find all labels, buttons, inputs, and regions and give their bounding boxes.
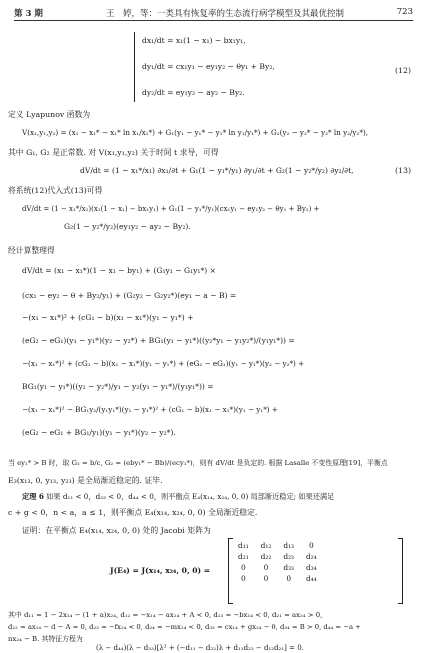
matrix-cell: d₃₄	[306, 563, 317, 572]
where-line-2: d₂₂ = ax₁₄ − d − A = 0, d₂₃ = −fx₂₄ < 0, d₂₄ = −mx₂₄ < 0, d₃₃ = cx₁₄ + gx₂₄ − θ, d₃₄ = B > 0, d₄₄ = −a +	[8, 623, 361, 631]
where-line-3: nx₂₄ − B. 其特征方程为	[8, 635, 83, 643]
calc-line-8: (eG₂ − eG₁ + BG₁/y₁)(y₁ − y₁*)(y₂ − y₂*).	[22, 428, 176, 437]
matrix-cell: d₄₄	[306, 574, 317, 583]
theorem-6-line-2: c + g < 0，n < a，a ≤ 1，则平衡点 E₄(x₁₄, x₂₄, 0, 0) 全局渐近稳定.	[8, 508, 258, 517]
lyapunov-intro: 定义 Lyapunov 函数为	[8, 110, 91, 119]
calc-line-4: (eG₂ − eG₁)(y₁ − y₁*)(y₂ − y₂*) + BG₁(y₁ − y₁*)((y₂*y₁ − y₁y₂*)/(y₁y₁*)) =	[22, 336, 295, 345]
theorem-6-line-1: 如果 d₁₁ < 0，d₃₃ < 0，d₄₄ < 0，则平衡点 E₄(x₁₄, x₂₄, 0, 0) 局部渐近稳定; 如果还满足	[46, 492, 335, 501]
theorem-6-label: 定理 6	[22, 492, 44, 501]
matrix-cell: 0	[309, 541, 314, 550]
page-number: 723	[396, 7, 413, 17]
matrix-row	[232, 540, 323, 551]
matrix-row	[232, 562, 323, 573]
calculation-intro: 经计算整理得	[8, 246, 55, 255]
matrix-row	[232, 573, 323, 584]
substitution-line-2: G₂(1 − y₂*/y₂)(ey₁y₂ − ay₂ − By₂).	[64, 222, 191, 231]
system-eq-3: dy₂/dt = ey₁y₂ − ay₂ − By₂.	[142, 88, 245, 97]
matrix-cell: d₃₃	[283, 563, 295, 572]
theorem-6	[22, 492, 334, 502]
equation-number-12: (12)	[394, 66, 411, 75]
matrix-cell: d₂₁	[238, 552, 249, 561]
matrix-row	[232, 551, 323, 562]
matrix-cell: d₂₄	[306, 552, 317, 561]
lyapunov-definition: V(x₁,y₁,y₂) = (x₁ − x₁* − x₁* ln x₁/x₁*) + G₁(y₁ − y₁* − y₁* ln y₁/y₁*) + G₂(y₂ − y₂* − y₂* ln y₂/y₂*),	[22, 128, 369, 137]
matrix-cell: 0	[263, 574, 269, 583]
conclusion-line-2: E₃(x₁₃, 0, y₁₃, y₂₃) 是全局渐近稳定的. 证毕.	[8, 476, 163, 485]
matrix-cell: d₁₂	[260, 541, 272, 550]
running-header	[14, 6, 413, 21]
calc-line-5: −(x₁ − x₁*)² + (cG₁ − b)(x₁ − x₁*)(y₁ − y₁*) + (eG₂ − eG₁)(y₁ − y₁*)(y₂ − y₂*) +	[22, 359, 305, 368]
matrix-cell: 0	[286, 574, 292, 583]
matrix-cell: 0	[240, 574, 246, 583]
issue-label: 第 3 期	[14, 9, 43, 19]
conclusion-line-1: 当 ey₁* > B 时，取 G₁ = b/c, G₂ = (eby₁* − Bb)/(ecy₁*)，则有 dV/dt 是负定的. 根据 Lasalle 不变性原理[19]，平衡点	[8, 459, 388, 467]
matrix-right-bracket	[398, 538, 403, 604]
system-eq-2: dy₁/dt = cx₁y₁ − ey₁y₂ − θy₁ + By₂,	[142, 62, 275, 71]
system-brace	[134, 32, 135, 102]
matrix-cell: d₂₃	[283, 552, 295, 561]
matrix-cell: 0	[263, 563, 269, 572]
calc-line-6: BG₁(y₁ − y₁*)((y₂ − y₂*)/y₁ − y₂(y₁ − y₁*)/(y₁y₁*)) =	[22, 382, 214, 391]
matrix-cell: 0	[240, 563, 246, 572]
substitution-line-1: dV/dt = (1 − x₁*/x₁)(x₁(1 − x₁) − bx₁y₁) + G₁(1 − y₁*/y₁)(cx₁y₁ − ey₁y₂ − θy₁ + By₂) +	[22, 205, 320, 213]
matrix-cell: d₁₁	[238, 541, 249, 550]
system-eq-1: dx₁/dt = x₁(1 − x₁) − bx₁y₁,	[142, 36, 246, 45]
calc-line-2: (cx₁ − ey₂ − θ + By₂/y₁) + (G₂y₂ − G₂y₂*)(ey₁ − a − B) =	[22, 291, 237, 300]
matrix-cell: d₂₂	[260, 552, 272, 561]
lyapunov-note: 其中 G₁, G₂ 是正常数. 对 V(x₁,y₁,y₂) 关于时间 t 求导，可得	[8, 148, 219, 157]
equation-number-13: (13)	[394, 166, 411, 175]
where-line-1: 其中 d₁₁ = 1 − 2x₁₄ − (1 + a)x₂₄, d₁₂ = −x₁₄ − ax₁₄ + A < 0, d₁₃ = −bx₁₄ < 0, d₂₁ = ax₂₄ > 0,	[8, 611, 323, 619]
jacobian-matrix	[232, 540, 323, 584]
jacobian-lhs: J(E₄) = J(x₁₄, x₂₄, 0, 0) =	[110, 566, 211, 575]
substitution-intro: 将系统(12)代入式(13)可得	[8, 186, 103, 195]
calc-line-3: −(x₁ − x₁*)² + (cG₁ − b)(x₁ − x₁*)(y₁ − y₁*) +	[22, 313, 194, 322]
equation-13: dV/dt = (1 − x₁*/x₁) ∂x₁/∂t + G₁(1 − y₁*/y₁) ∂y₁/∂t + G₂(1 − y₂*/y₂) ∂y₂/∂t,	[80, 166, 354, 175]
characteristic-equation: (λ − d₄₄)(λ − d₃₃)[λ² + (−d₁₁ − d₂₂)λ + d₁₁d₂₂ − d₁₂d₂₁] = 0.	[96, 644, 304, 652]
proof-line-1: 证明：在平衡点 E₄(x₁₄, x₂₄, 0, 0) 处的 Jacobi 矩阵为	[22, 526, 211, 535]
calc-line-7: −(x₁ − x₁*)² − BG₁y₂/(y₁y₁*)(y₁ − y₁*)² + (cG₁ − b)(x₁ − x₁*)(y₁ − y₁*) +	[22, 405, 278, 414]
matrix-cell: d₁₃	[283, 541, 295, 550]
calc-line-1: dV/dt = (x₁ − x₁*)(1 − x₁ − by₁) + (G₁y₁ − G₁y₁*) ×	[22, 266, 217, 275]
running-title: 王 婷，等：一类具有恢复率的生态流行病学模型及其最优控制	[106, 9, 345, 19]
